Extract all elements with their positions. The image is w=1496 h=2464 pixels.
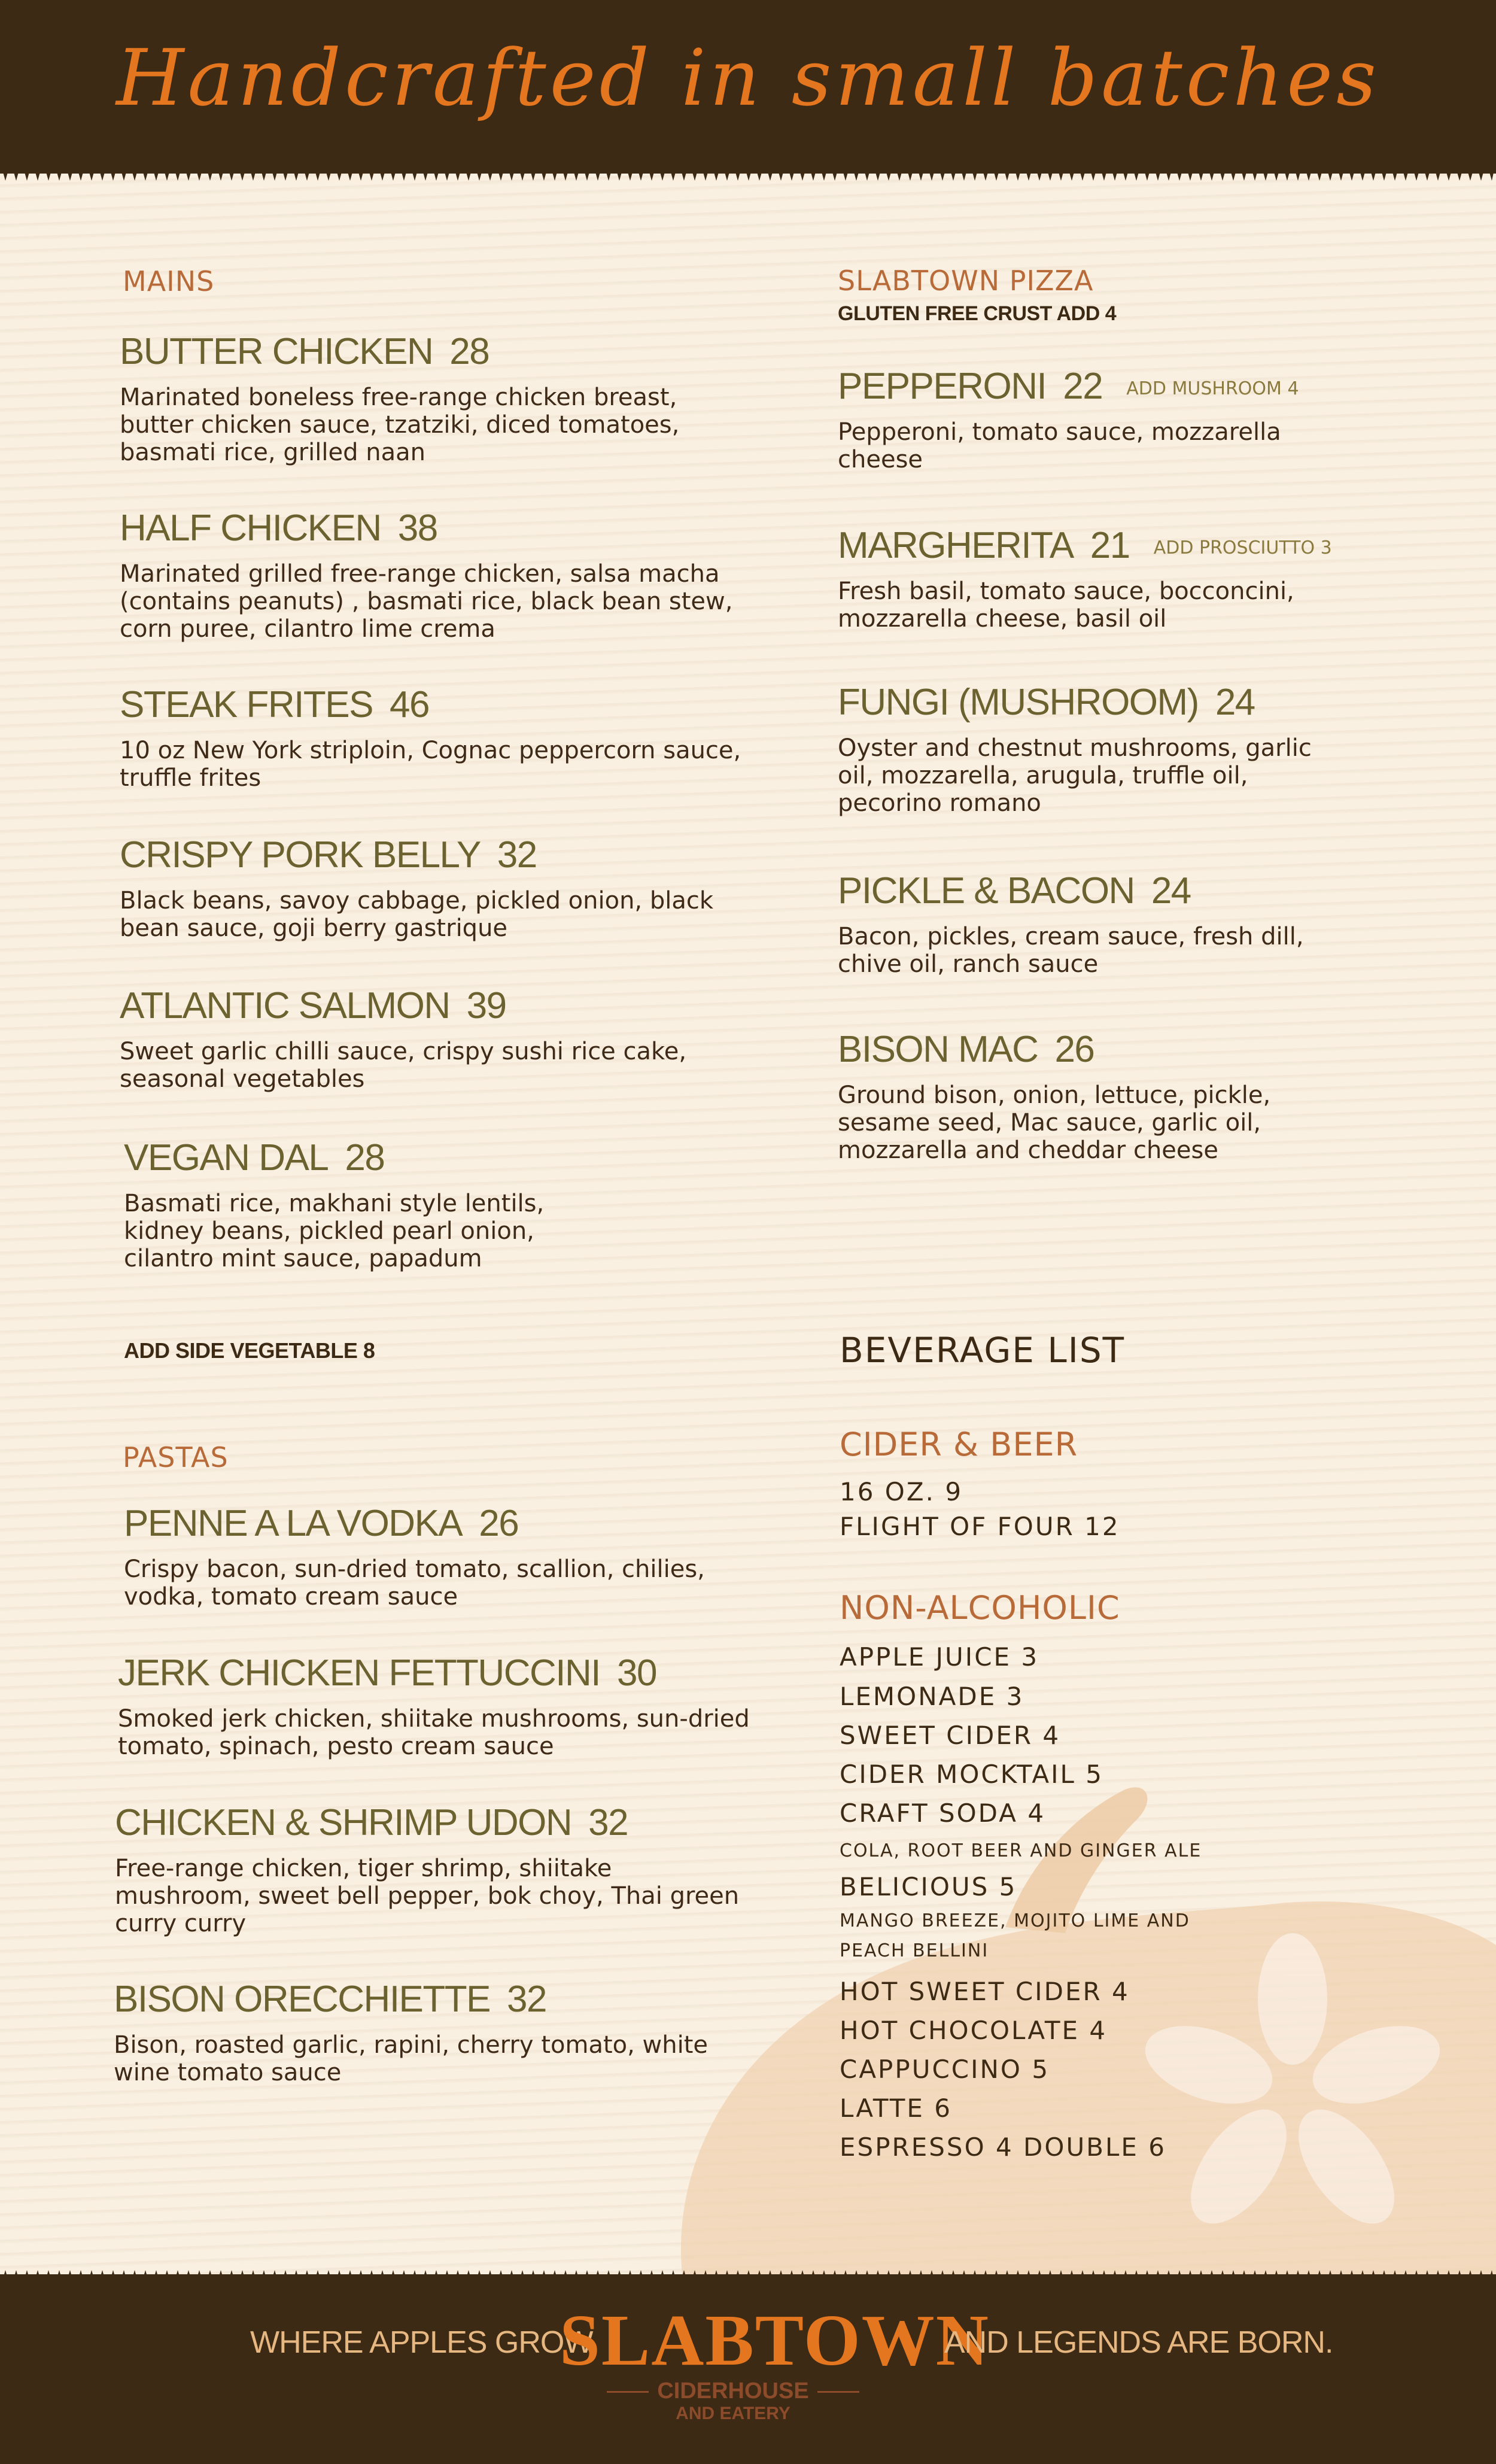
menu-item-jerk-chicken-fettuccini: [118, 1652, 776, 1760]
item-description: Sweet garlic chilli sauce, crispy sushi rice cake, seasonal vegetables: [120, 1038, 687, 1093]
menu-item-margherita: [838, 527, 1496, 633]
item-name: MARGHERITA: [838, 525, 1074, 566]
menu-item-pepperoni: [838, 368, 1496, 473]
menu-item-bison-orecchiette: [114, 1981, 772, 2086]
menu-item-penne-a-la-vodka: [124, 1505, 782, 1611]
item-description: Black beans, savoy cabbage, pickled onion, black bean sauce, goji berry gastrique: [120, 887, 714, 942]
menu-item-bison-mac: [838, 1031, 1496, 1164]
item-price: 21: [1090, 525, 1130, 566]
menu-item-chicken-shrimp-udon: [115, 1804, 773, 1937]
item-description: Pepperoni, tomato sauce, mozzarella cheese: [838, 418, 1281, 473]
item-description: Smoked jerk chicken, shiitake mushrooms, sun-dried tomato, spinach, pesto cream sauce: [118, 1705, 750, 1760]
header-zigzag-edge: [0, 162, 1496, 186]
item-price: 32: [588, 1802, 628, 1843]
item-description: 10 oz New York striploin, Cognac peppercorn sauce, truffle frites: [120, 737, 741, 792]
footer-slogan-left: WHERE APPLES GROW: [250, 2325, 593, 2360]
brand-name: SLABTOWN: [560, 2300, 990, 2381]
item-price: 22: [1063, 366, 1103, 407]
bev-line: HOT CHOCOLATE 4: [840, 2016, 1108, 2045]
item-description: Fresh basil, tomato sauce, bocconcini, mozzarella cheese, basil oil: [838, 578, 1294, 633]
brand-subtitle-2: AND EATERY: [676, 2404, 790, 2423]
item-price: 24: [1215, 682, 1255, 723]
non-alcoholic-heading: NON-ALCOHOLIC: [840, 1589, 1120, 1627]
brand-subtitle: CIDERHOUSE: [657, 2378, 809, 2404]
bev-line: CIDER MOCKTAIL 5: [840, 1760, 1104, 1789]
item-description: Ground bison, onion, lettuce, pickle, sesame seed, Mac sauce, garlic oil, mozzarella and cheddar cheese: [838, 1081, 1271, 1164]
bev-note: COLA, ROOT BEER AND GINGER ALE: [840, 1840, 1202, 1861]
item-name: PENNE A LA VODKA: [124, 1503, 463, 1544]
bev-line: 16 OZ. 9: [840, 1477, 963, 1506]
item-name: ATLANTIC SALMON: [120, 985, 450, 1026]
menu-item-vegan-dal: [124, 1137, 782, 1272]
pastas-heading: PASTAS: [123, 1441, 229, 1473]
brand-logo: [560, 2300, 990, 2423]
item-price: 26: [479, 1503, 519, 1544]
item-price: 38: [397, 508, 437, 549]
pizza-heading: SLABTOWN PIZZA: [838, 265, 1094, 297]
mains-heading: MAINS: [123, 265, 215, 297]
mains-side-note: ADD SIDE VEGETABLE 8: [124, 1338, 375, 1363]
pizza-gluten-free-note: GLUTEN FREE CRUST ADD 4: [838, 302, 1117, 325]
item-price: 39: [466, 985, 506, 1026]
menu-item-steak-frites: [120, 686, 778, 792]
item-name: FUNGI (MUSHROOM): [838, 682, 1199, 723]
footer-zigzag-edge: [0, 2265, 1496, 2289]
item-price: 26: [1054, 1029, 1094, 1070]
menu-item-pickle-bacon: [838, 870, 1496, 978]
item-addon: ADD MUSHROOM 4: [1126, 378, 1299, 399]
item-addon: ADD PROSCIUTTO 3: [1153, 537, 1332, 558]
item-name: VEGAN DAL: [124, 1137, 329, 1178]
item-description: Bison, roasted garlic, rapini, cherry tomato, white wine tomato sauce: [114, 2031, 709, 2086]
item-description: Basmati rice, makhani style lentils, kidney beans, pickled pearl onion, cilantro mint sauce, papadum: [124, 1190, 545, 1272]
bev-note: MANGO BREEZE, MOJITO LIME AND: [840, 1910, 1190, 1931]
menu-item-fungi-mushroom: [838, 684, 1496, 817]
item-price: 28: [345, 1137, 385, 1178]
bev-line: CRAFT SODA 4: [840, 1798, 1046, 1828]
item-name: BISON MAC: [838, 1029, 1038, 1070]
item-name: CHICKEN & SHRIMP UDON: [115, 1802, 572, 1843]
bev-line: CAPPUCCINO 5: [840, 2055, 1050, 2084]
bev-line: SWEET CIDER 4: [840, 1721, 1061, 1750]
bev-line: BELICIOUS 5: [840, 1872, 1017, 1901]
menu-item-butter-chicken: [120, 333, 778, 466]
bev-line: LATTE 6: [840, 2094, 953, 2123]
item-name: BISON ORECCHIETTE: [114, 1979, 491, 2020]
menu-item-atlantic-salmon: [120, 985, 778, 1093]
bev-line: LEMONADE 3: [840, 1682, 1024, 1711]
item-description: Crispy bacon, sun-dried tomato, scallion, chilies, vodka, tomato cream sauce: [124, 1555, 705, 1611]
cider-beer-heading: CIDER & BEER: [840, 1426, 1078, 1463]
bev-line: FLIGHT OF FOUR 12: [840, 1512, 1120, 1541]
item-description: Oyster and chestnut mushrooms, garlic oil, mozzarella, arugula, truffle oil, pecorino romano: [838, 734, 1312, 817]
item-price: 30: [616, 1652, 656, 1694]
item-description: Bacon, pickles, cream sauce, fresh dill, chive oil, ranch sauce: [838, 923, 1304, 978]
bev-line: HOT SWEET CIDER 4: [840, 1977, 1130, 2006]
bev-line: APPLE JUICE 3: [840, 1642, 1039, 1672]
beverage-list-title: BEVERAGE LIST: [840, 1330, 1126, 1371]
menu-item-crispy-pork-belly: [120, 834, 778, 942]
item-name: JERK CHICKEN FETTUCCINI: [118, 1652, 600, 1694]
item-name: CRISPY PORK BELLY: [120, 834, 481, 876]
item-price: 46: [389, 684, 429, 725]
item-name: PICKLE & BACON: [838, 870, 1135, 912]
item-price: 28: [449, 331, 489, 372]
bev-line: ESPRESSO 4 DOUBLE 6: [840, 2132, 1167, 2162]
item-description: Marinated grilled free-range chicken, salsa macha (contains peanuts) , basmati rice, black bean stew, corn puree, cilantro lime crema: [120, 560, 733, 643]
item-description: Free-range chicken, tiger shrimp, shiitake mushroom, sweet bell pepper, bok choy, Thai green curry curry: [115, 1855, 740, 1937]
header-tagline: Handcrafted in small batches: [116, 32, 1380, 123]
footer-slogan-right: AND LEGENDS ARE BORN.: [944, 2325, 1333, 2360]
item-name: PEPPERONI: [838, 366, 1047, 407]
item-name: HALF CHICKEN: [120, 508, 381, 549]
menu-item-half-chicken: [120, 510, 778, 643]
item-price: 32: [497, 834, 537, 876]
bev-note: PEACH BELLINI: [840, 1940, 989, 1961]
item-description: Marinated boneless free-range chicken breast, butter chicken sauce, tzatziki, diced tomatoes, basmati rice, grilled naan: [120, 384, 680, 466]
item-name: BUTTER CHICKEN: [120, 331, 433, 372]
item-name: STEAK FRITES: [120, 684, 373, 725]
item-price: 24: [1151, 870, 1191, 912]
item-price: 32: [507, 1979, 546, 2020]
